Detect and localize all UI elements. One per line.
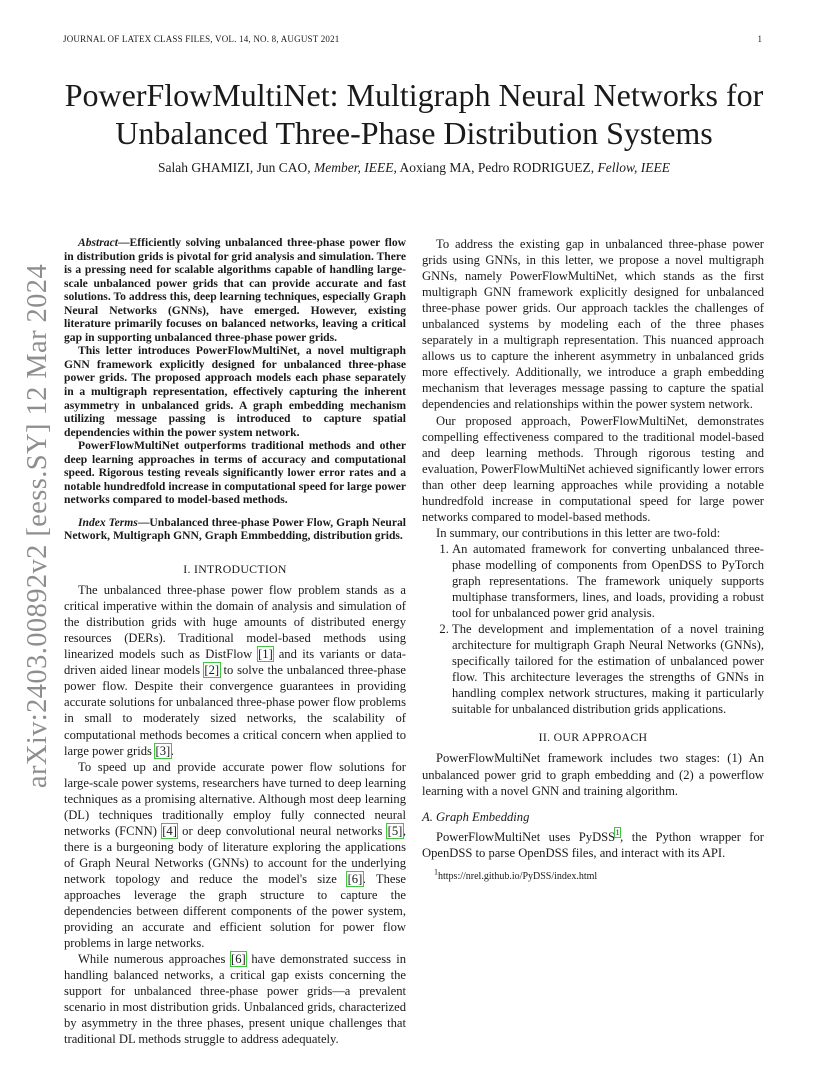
- list-item: 1. An automated framework for converting unbalanced three-phase modelling of components from OpenDSS to PyTorch graph representations. The framework uniquely supports multiphase transformers, lines, and loads, providing a robust tool for unbalanced power grid analysis.: [452, 541, 764, 621]
- contributions-list: [422, 541, 764, 718]
- citation-link[interactable]: [1]: [258, 647, 273, 662]
- intro-text: or deep convolutional neural networks: [177, 823, 388, 838]
- intro-paragraph-5: Our proposed approach, PowerFlowMultiNet, demonstrates compelling effectiveness compared to the traditional model-based and deep learning methods. Through rigorous testing and evaluation, PowerFlowMultiNet achieved significantly lower errors than other deep learning approaches while providing a notable hundredfold increase in computational speed for large power networks compared to model-based methods.: [422, 413, 764, 524]
- approach-paragraph-1: PowerFlowMultiNet framework includes two stages: (1) An unbalanced power grid to graph embedding and (2) a powerflow learning with a novel GNN and training algorithm.: [422, 751, 764, 798]
- citation-link[interactable]: [3]: [155, 743, 171, 758]
- abstract-paragraph-2: This letter introduces PowerFlowMultiNet, a novel multigraph GNN framework explicitly designed for unbalanced three-phase power grids. The proposed approach models each phase separately in a multigraph representation, effectively capturing the inherent asymmetry in unbalanced grids. A graph embedding mechanism utilizing message passing is introduced to capture spatial dependencies within the power system network.: [64, 344, 406, 439]
- author-line: [60, 160, 768, 176]
- citation-link[interactable]: [2]: [204, 663, 220, 678]
- intro-paragraph-1: [64, 582, 406, 759]
- citation-link[interactable]: [4]: [162, 823, 177, 838]
- intro-text: and its variants or data-driven aided linear models: [64, 647, 406, 678]
- intro-text: have demonstrated success in handling balanced networks, a critical gap exists concerning the support for unbalanced three-phase power grids—a prevalent scenario in most distribution grids. Unbalanced grids, characterized by asymmetry in the three phases, present unique challenges that traditional DL methods struggle to address adequately.: [64, 952, 406, 1047]
- intro-paragraph-6: In summary, our contributions in this letter are two-fold:: [436, 525, 721, 540]
- intro-text: The unbalanced three-phase power flow problem stands as a critical imperative within the domain of analysis and simulation of the distribution grids with huge amounts of distributed energy resources (DERs). Traditional model-based methods using linearized models such as DistFlow: [64, 583, 406, 662]
- index-terms: [64, 516, 406, 543]
- abstract-text: —Efficiently solving unbalanced three-phase power flow in distribution grids is pivotal for grid analysis and simulation. There is a pressing need for scalable algorithms capable of handling large-scale unbalanced power grids that can provide accurate and fast solutions. To address this, deep learning techniques, especially Graph Neural Networks (GNNs), have emerged. However, existing literature primarily focuses on balanced networks, leaving a critical gap in supporting unbalanced three-phase power grids.: [64, 236, 406, 344]
- index-terms-text: —Unbalanced three-phase Power Flow, Graph Neural Network, Multigraph GNN, Graph Emmbedding, distribution grids.: [64, 515, 406, 543]
- right-column: [422, 236, 764, 885]
- intro-text: to solve the unbalanced three-phase power flow. Despite their convergence guarantees in providing accurate solutions for unbalanced three-phase power flow problems in small to moderately sized networks, the scalability of computational methods becomes a critical concern when applied to large power grids: [64, 663, 406, 758]
- left-column: [64, 236, 406, 1047]
- list-item: 2. The development and implementation of a novel training architecture for multigraph Graph Neural Networks (GNNs), specifically tailored for the estimation of unbalanced power flow. This architecture leverages the strengths of GNNs in handling complex network structures, making it particularly suitable for unbalanced distribution grids applications.: [452, 621, 764, 717]
- footnote-url[interactable]: https://nrel.github.io/PyDSS/index.html: [438, 870, 598, 882]
- approach-text: , the Python wrapper for OpenDSS to parse OpenDSS files, and interact with its API.: [422, 829, 764, 860]
- intro-text: While numerous approaches: [78, 952, 231, 967]
- abstract-paragraph: [64, 236, 406, 344]
- subsection-heading-graph-embedding: A. Graph Embedding: [422, 809, 530, 824]
- citation-link[interactable]: [6]: [231, 952, 246, 967]
- intro-text: , there is a burgeoning body of literature exploring the applications of Graph Neural Networks (GNNs) to account for the underlying network topology and reduce the model's size: [64, 823, 407, 886]
- intro-text: . These approaches leverage the graph structure to capture the dependencies between different components of the power system, providing an accurate and efficient solution for power flow problems in large networks.: [64, 871, 406, 951]
- abstract-label: Abstract: [78, 236, 118, 249]
- author-role-member: Member, IEEE: [314, 160, 394, 175]
- authors-part-2: , Aoxiang MA, Pedro RODRIGUEZ,: [393, 160, 598, 175]
- intro-paragraph-2: [64, 759, 406, 952]
- arxiv-stamp-text: arXiv:2403.00892v2 [eess.SY] 12 Mar 2024: [22, 263, 53, 789]
- running-header: JOURNAL OF LATEX CLASS FILES, VOL. 14, NO. 8, AUGUST 2021: [63, 34, 340, 44]
- approach-paragraph-2: [422, 829, 764, 861]
- footnote-mark: 1: [434, 867, 438, 877]
- citation-link[interactable]: [5]: [387, 823, 403, 838]
- intro-paragraph-3: [64, 951, 406, 1047]
- paper-title: PowerFlowMultiNet: Multigraph Neural Networks for Unbalanced Three-Phase Distribution Systems: [64, 77, 764, 151]
- intro-text: .: [170, 743, 174, 758]
- approach-text: PowerFlowMultiNet uses PyDSS: [436, 829, 616, 844]
- intro-paragraph-4: To address the existing gap in unbalanced three-phase power grids using GNNs, in this letter, we propose a novel multigraph GNNs, namely PowerFlowMultiNet, which stands as the first multigraph GNN framework explicitly designed for unbalanced three-phase power grids. Our approach tackles the challenges of unbalanced systems by modeling each of the three phases separately in a multigraph representation. This nuanced approach allows us to capture the inherent asymmetry in unbalanced grids more effectively. Additionally, we introduce a graph embedding mechanism that leverages message passing to capture the spatial dependencies and relationships within the power system network.: [422, 237, 764, 412]
- authors-part-1: Salah GHAMIZI, Jun CAO,: [158, 160, 315, 175]
- citation-link[interactable]: [6]: [347, 871, 363, 886]
- page-number: 1: [757, 34, 762, 44]
- section-heading-approach: II. OUR APPROACH: [538, 730, 648, 745]
- arxiv-stamp: [8, 263, 68, 789]
- intro-text: To speed up and provide accurate power flow solutions for large-scale power systems, researchers have turned to deep learning techniques as a promising alternative. Although most deep learning (DL) techniques traditionally employ fully connected neural networks (FCNN): [64, 759, 406, 838]
- author-role-fellow: Fellow, IEEE: [597, 160, 670, 175]
- section-heading-introduction: I. INTRODUCTION: [183, 562, 287, 577]
- index-terms-label: Index Terms: [78, 515, 138, 529]
- footnote: [422, 869, 764, 885]
- abstract-paragraph-3: PowerFlowMultiNet outperforms traditional methods and other deep learning approaches in terms of accuracy and computational speed. Rigorous testing reveals significantly lower error rates and a notable hundredfold increase in computational speed for large power networks compared to model-based methods.: [64, 439, 406, 507]
- footnote-link[interactable]: 1: [615, 828, 620, 838]
